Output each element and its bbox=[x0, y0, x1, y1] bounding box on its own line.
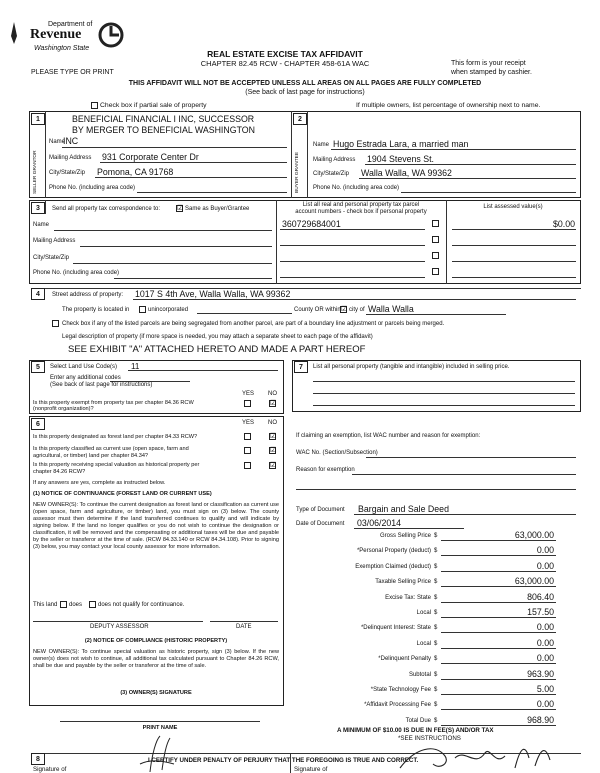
city-of-checkbox[interactable]: ☑ bbox=[341, 306, 348, 313]
dept-line1: Department of bbox=[48, 21, 93, 28]
tax-row-currency: $ bbox=[434, 610, 438, 616]
receipt-note-1: This form is your receipt bbox=[451, 60, 526, 67]
minimum-fee-note: A MINIMUM OF $10.00 IS DUE IN FEE(S) AND/OR TAX bbox=[337, 727, 494, 734]
multiple-owners-note: If multiple owners, list percentage of ownership next to name. bbox=[356, 102, 541, 109]
deputy-date-label: DATE bbox=[236, 624, 252, 630]
send-correspondence-label: Send all property tax correspondence to: bbox=[52, 206, 161, 212]
dor-emblem-icon bbox=[98, 22, 124, 48]
parcel-personal-checkbox-1[interactable] bbox=[432, 220, 439, 227]
tax-row-value[interactable]: 0.00 bbox=[536, 638, 554, 648]
land-does-checkbox[interactable] bbox=[60, 601, 67, 608]
additional-codes-label: Enter any additional codes bbox=[50, 375, 121, 381]
tax-row-label: *Personal Property (deduct) bbox=[356, 548, 431, 554]
current-use-no-checkbox[interactable]: ☑ bbox=[270, 447, 277, 454]
document-type-label: Type of Document bbox=[296, 507, 345, 513]
sec5-no-header: NO bbox=[268, 391, 277, 397]
tax-row-label: Total Due bbox=[405, 718, 431, 724]
tax-row-currency: $ bbox=[434, 564, 438, 570]
exemption-reason-label: Reason for exemption bbox=[296, 467, 355, 473]
pen-nib-icon bbox=[8, 22, 20, 46]
seller-phone-label: Phone No. (including area code) bbox=[49, 185, 136, 191]
dept-line2: Revenue bbox=[30, 27, 82, 42]
seller-side-label: SELLER GRANTOR bbox=[33, 150, 38, 194]
seller-name-label: Name bbox=[49, 139, 66, 145]
sec5-yes-header: YES bbox=[242, 391, 255, 397]
land-use-value[interactable]: 11 bbox=[131, 362, 140, 371]
sec6-yes-header: YES bbox=[242, 420, 255, 426]
tax-row-label: *State Technology Fee bbox=[370, 687, 431, 693]
tax-row-value[interactable]: 968.90 bbox=[527, 715, 554, 725]
exempt-no-checkbox[interactable]: ☑ bbox=[270, 400, 277, 407]
street-address-value[interactable]: 1017 S 4th Ave, Walla Walla, WA 99362 bbox=[135, 289, 291, 299]
tax-row-label: Exemption Claimed (deduct) bbox=[355, 564, 431, 570]
tax-row-label: Taxable Selling Price bbox=[375, 579, 431, 585]
tax-row-currency: $ bbox=[434, 702, 438, 708]
partial-sale-label: Check box if partial sale of property bbox=[100, 102, 207, 109]
tax-row-label: Excise Tax: State bbox=[385, 595, 431, 601]
historic-question-2: chapter 84.26 RCW? bbox=[33, 469, 86, 475]
parcel-header-1: List all real and personal property tax parcel bbox=[302, 202, 420, 208]
notice-compliance-title: (2) NOTICE OF COMPLIANCE (HISTORIC PROPERTY) bbox=[84, 638, 228, 644]
section-1-number: 1 bbox=[31, 113, 45, 125]
exemption-label: If claiming an exemption, list WAC number and reason for exemption: bbox=[296, 433, 481, 439]
certify-statement: I CERTIFY UNDER PENALTY OF PERJURY THAT THE FOREGOING IS TRUE AND CORRECT. bbox=[148, 757, 419, 764]
if-yes-note: If any answers are yes, complete as instructed below. bbox=[33, 480, 166, 486]
section-6-number: 6 bbox=[31, 418, 45, 430]
legal-description-label: Legal description of property (if more space is needed, you may attach a separate sheet to each page of the affidavit) bbox=[62, 334, 373, 340]
section-8-number: 8 bbox=[31, 753, 45, 765]
partial-sale-checkbox[interactable] bbox=[91, 102, 98, 109]
current-use-yes-checkbox[interactable] bbox=[244, 447, 251, 454]
historic-no-checkbox[interactable]: ☑ bbox=[270, 462, 277, 469]
sec3-name-label: Name bbox=[33, 222, 50, 228]
wac-number-label: WAC No. (Section/Subsection) bbox=[296, 450, 378, 456]
located-in-label: The property is located in bbox=[62, 307, 130, 313]
forest-yes-checkbox[interactable] bbox=[244, 433, 251, 440]
sec3-phone-label: Phone No. (including area code) bbox=[33, 270, 120, 276]
seller-mailing-label: Mailing Address bbox=[49, 155, 92, 161]
parcel-personal-checkbox-2[interactable] bbox=[432, 236, 439, 243]
completion-warning: THIS AFFIDAVIT WILL NOT BE ACCEPTED UNLESS ALL AREAS ON ALL PAGES ARE FULLY COMPLETED bbox=[128, 80, 482, 87]
tax-row-value[interactable]: 63,000.00 bbox=[514, 530, 554, 540]
additional-codes-note: (See back of last page for instructions) bbox=[50, 382, 153, 388]
tax-row-currency: $ bbox=[434, 579, 438, 585]
forest-question: Is this property designated as forest land per chapter 84.33 RCW? bbox=[33, 434, 198, 440]
current-use-question-1: Is this property classified as current use (open space, farm and bbox=[33, 446, 189, 452]
tax-row-value[interactable]: 0.00 bbox=[536, 653, 554, 663]
parcel-header-2: account numbers - check box if personal property bbox=[295, 209, 427, 215]
document-type-value[interactable]: Bargain and Sale Deed bbox=[358, 504, 449, 514]
form-title: REAL ESTATE EXCISE TAX AFFIDAVIT bbox=[207, 49, 363, 59]
personal-property-label: List all personal property (tangible and intangible) included in selling price. bbox=[313, 364, 510, 370]
land-use-label: Select Land Use Code(s) bbox=[50, 364, 118, 370]
segregated-checkbox[interactable] bbox=[52, 320, 59, 327]
segregated-label: Check box if any of the listed parcels are being segregated from another parcel, are part of a boundary line adjustment or parcels being merged. bbox=[62, 321, 445, 327]
parcel-personal-checkbox-3[interactable] bbox=[432, 252, 439, 259]
tax-row-value[interactable]: 0.00 bbox=[536, 545, 554, 555]
exempt-question-1: Is this property exempt from property tax per chapter 84.36 RCW bbox=[33, 400, 194, 406]
section-5-number: 5 bbox=[31, 361, 45, 373]
land-does-not-label: does not qualify for continuance. bbox=[98, 602, 185, 608]
tax-row-value[interactable]: 63,000.00 bbox=[514, 576, 554, 586]
sec3-city-label: City/State/Zip bbox=[33, 255, 70, 261]
exempt-yes-checkbox[interactable] bbox=[244, 400, 251, 407]
section-4-number: 4 bbox=[31, 288, 45, 300]
buyer-city-value[interactable]: Walla Walla, WA 99362 bbox=[361, 168, 452, 178]
tax-row-value[interactable]: 0.00 bbox=[536, 699, 554, 709]
buyer-city-label: City/State/Zip bbox=[313, 171, 350, 177]
historic-yes-checkbox[interactable] bbox=[244, 462, 251, 469]
section-2-number: 2 bbox=[293, 113, 307, 125]
seller-name-line1: BENEFICIAL FINANCIAL I INC, SUCCESSOR bbox=[72, 114, 255, 124]
print-note: PLEASE TYPE OR PRINT bbox=[31, 69, 114, 76]
notice-continuance-text: NEW OWNER(S): To continue the current designation as forest land or classification as current use (open space, farm and agriculture, or timber) land, you must sign on (3) below. The county assessor must then determine if the land transferred continues to qualify and will indicate by signing below. If the land no longer qualifies or you do not wish to continue the designation or classification, it will be removed and the compensating or additional taxes will be due and payable by the seller or transferor at the time of sale. (RCW 84.33.140 or RCW 84.34.108). Prior to signing (3) below, you may contact your local county assessor for more information. bbox=[33, 502, 279, 550]
owner-signature-label: (3) OWNER(S) SIGNATURE bbox=[120, 690, 192, 696]
parcel-number[interactable]: 360729684001 bbox=[282, 219, 341, 229]
unincorporated-label: unincorporated bbox=[148, 307, 189, 313]
tax-row-label: Subtotal bbox=[408, 672, 431, 678]
county-or-within-label: County OR within bbox=[294, 307, 341, 313]
tax-row-currency: $ bbox=[434, 595, 438, 601]
form-chapter: CHAPTER 82.45 RCW - CHAPTER 458-61A WAC bbox=[200, 59, 370, 68]
see-back-note: (See back of last page for instructions) bbox=[245, 89, 365, 96]
parcel-personal-checkbox-4[interactable] bbox=[432, 268, 439, 275]
tax-row-currency: $ bbox=[434, 656, 438, 662]
city-of-label: city of bbox=[349, 307, 365, 313]
sec6-no-header: NO bbox=[268, 420, 277, 426]
same-as-buyer-checkbox[interactable]: ☑ bbox=[177, 205, 184, 212]
dept-line3: Washington State bbox=[34, 45, 90, 52]
receipt-note-2: when stamped by cashier. bbox=[451, 69, 532, 76]
see-instructions-note: *SEE INSTRUCTIONS bbox=[398, 735, 461, 742]
tax-row-value[interactable]: 5.00 bbox=[536, 684, 554, 694]
document-date-value[interactable]: 03/06/2014 bbox=[357, 518, 402, 528]
tax-row-label: *Delinquent Penalty bbox=[378, 656, 431, 662]
seller-city-value[interactable]: Pomona, CA 91768 bbox=[97, 167, 174, 177]
deputy-assessor-label: DEPUTY ASSESSOR bbox=[90, 624, 149, 630]
buyer-mailing-value[interactable]: 1904 Stevens St. bbox=[367, 154, 434, 164]
notice-compliance-text: NEW OWNER(S): To continue special valuation as historic property, sign (3) below. If the new owner(s) does not wish to continue, all additional tax calculated pursuant to Chapter 84.26 RCW, shall be due and payable by the seller or transferor at the time of sale. bbox=[33, 649, 279, 669]
current-use-question-2: agricultural, or timber) land per chapter 84.34? bbox=[33, 453, 149, 459]
tax-row-value[interactable]: 0.00 bbox=[536, 561, 554, 571]
historic-question-1: Is this property receiving special valuation as historical property per bbox=[33, 462, 200, 468]
tax-row-currency: $ bbox=[434, 533, 438, 539]
land-does-not-checkbox[interactable] bbox=[89, 601, 96, 608]
tax-row-currency: $ bbox=[434, 641, 438, 647]
land-does-label: does bbox=[69, 602, 83, 608]
section-3-number: 3 bbox=[31, 202, 45, 214]
street-address-label: Street address of property: bbox=[52, 292, 124, 298]
notice-continuance-title: (1) NOTICE OF CONTINUANCE (FOREST LAND OR CURRENT USE) bbox=[33, 491, 212, 497]
signature-left-label: Signature of bbox=[33, 766, 67, 773]
seller-city-label: City/State/Zip bbox=[49, 170, 86, 176]
section-7-number: 7 bbox=[294, 361, 308, 373]
this-land-label: This land bbox=[33, 602, 58, 608]
document-date-label: Date of Document bbox=[296, 521, 345, 527]
buyer-signature bbox=[395, 738, 555, 773]
tax-row-currency: $ bbox=[434, 718, 438, 724]
buyer-phone-label: Phone No. (including area code) bbox=[313, 185, 400, 191]
assessed-header: List assessed value(s) bbox=[483, 204, 543, 210]
tax-row-currency: $ bbox=[434, 625, 438, 631]
sec3-mailing-label: Mailing Address bbox=[33, 238, 76, 244]
seller-name-line3[interactable]: INC bbox=[63, 136, 79, 146]
tax-row-value[interactable]: 0.00 bbox=[536, 622, 554, 632]
print-name-label: PRINT NAME bbox=[142, 725, 178, 731]
buyer-name-value[interactable]: Hugo Estrada Lara, a married man bbox=[333, 139, 469, 149]
seller-signature bbox=[130, 734, 190, 773]
tax-row-value[interactable]: 806.40 bbox=[527, 592, 554, 602]
unincorporated-checkbox[interactable] bbox=[139, 306, 146, 313]
assessed-value[interactable]: $0.00 bbox=[552, 219, 575, 229]
tax-row-label: Local bbox=[416, 641, 431, 647]
tax-row-value[interactable]: 157.50 bbox=[527, 607, 554, 617]
tax-row-currency: $ bbox=[434, 548, 438, 554]
exempt-question-2: (nonprofit organization)? bbox=[33, 406, 94, 412]
tax-row-currency: $ bbox=[434, 687, 438, 693]
buyer-name-label: Name bbox=[313, 142, 330, 148]
tax-row-label: *Delinquent Interest: State bbox=[360, 625, 431, 631]
forest-no-checkbox[interactable]: ☑ bbox=[270, 433, 277, 440]
tax-row-currency: $ bbox=[434, 672, 438, 678]
tax-row-label: Gross Selling Price bbox=[379, 533, 431, 539]
legal-description-value[interactable]: SEE EXHIBIT "A" ATTACHED HERETO AND MADE A PART HEREOF bbox=[68, 344, 366, 355]
tax-row-label: *Affidavit Processing Fee bbox=[364, 702, 431, 708]
tax-row-value[interactable]: 963.90 bbox=[527, 669, 554, 679]
seller-name-line2: BY MERGER TO BENEFICIAL WASHINGTON bbox=[72, 125, 255, 135]
seller-mailing-value[interactable]: 931 Corporate Center Dr bbox=[102, 152, 199, 162]
same-as-buyer-label: Same as Buyer/Grantee bbox=[185, 206, 250, 212]
tax-row-label: Local bbox=[416, 610, 431, 616]
signature-right-label: Signature of bbox=[294, 766, 328, 773]
buyer-side-label: BUYER GRANTEE bbox=[295, 151, 300, 193]
property-city-value[interactable]: Walla Walla bbox=[368, 304, 414, 314]
buyer-mailing-label: Mailing Address bbox=[313, 157, 356, 163]
